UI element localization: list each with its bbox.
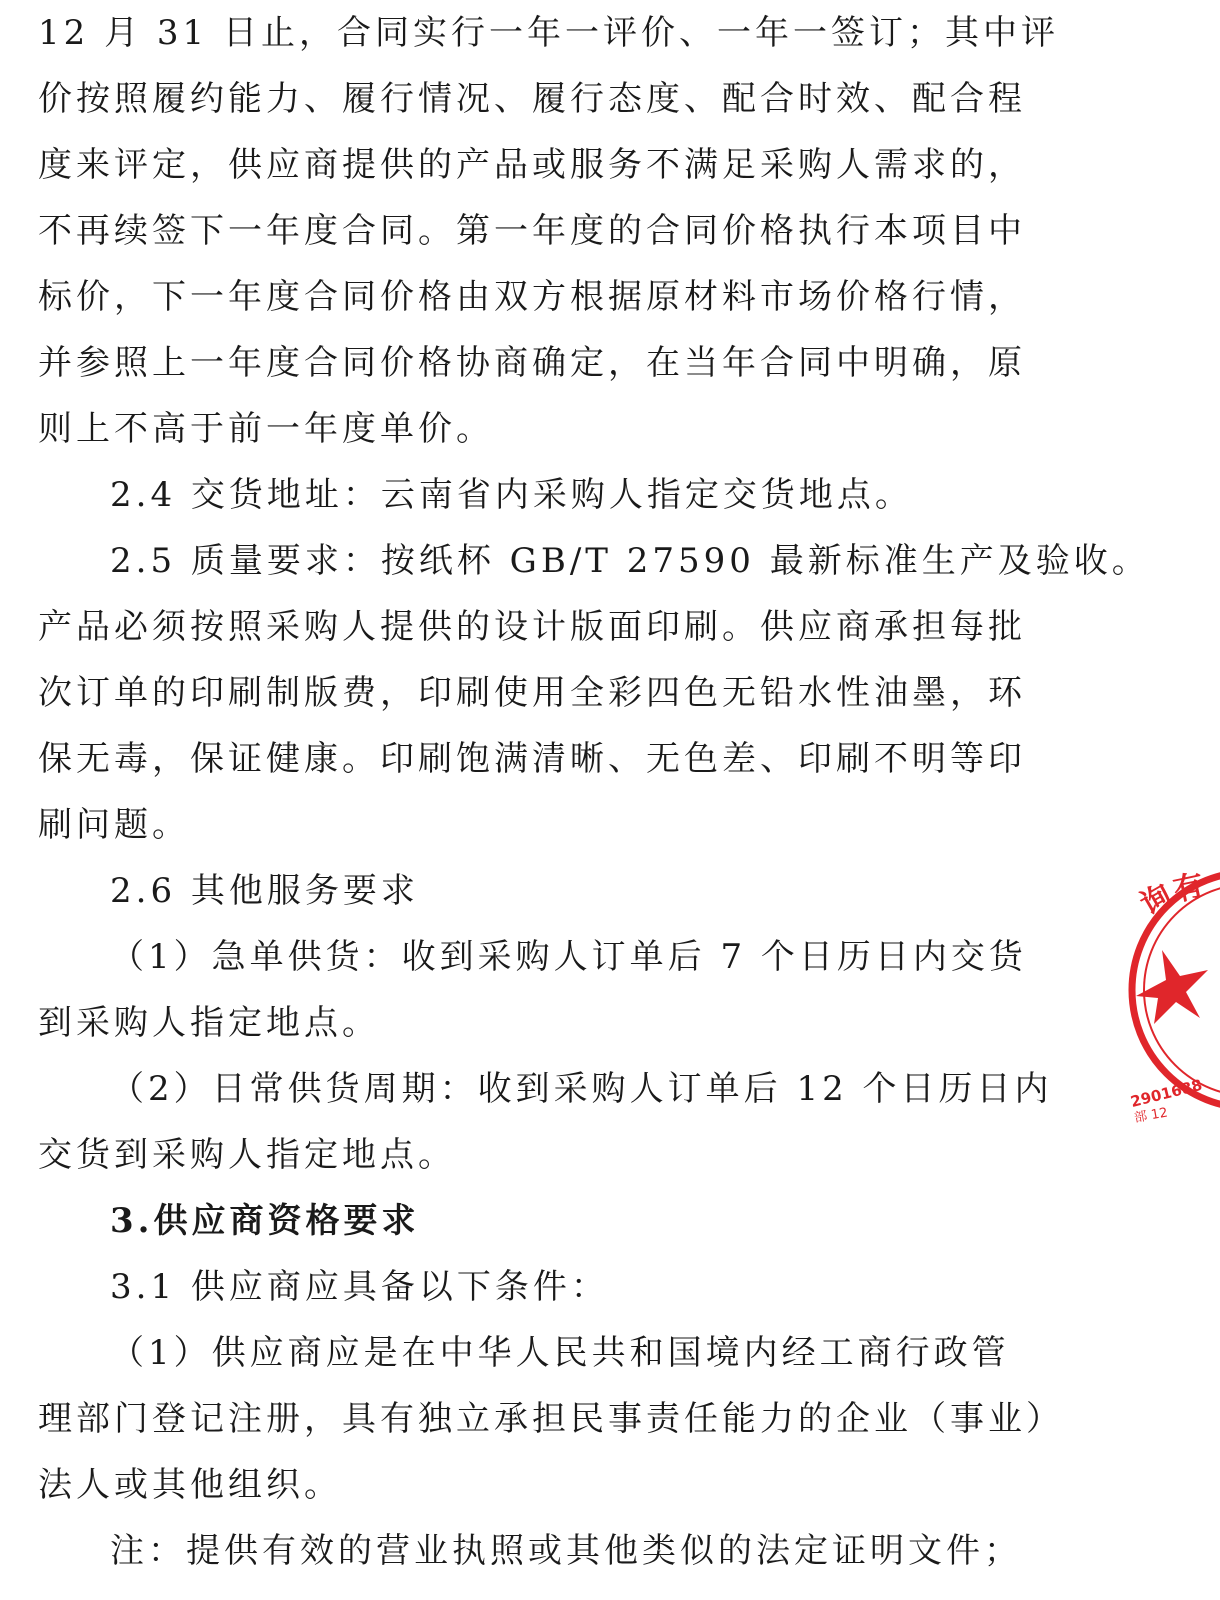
section-2-6: 2.6 其他服务要求 [110, 871, 419, 911]
svg-text:有: 有 [1170, 868, 1207, 909]
section-3-heading: 3.供应商资格要求 [110, 1201, 420, 1241]
paragraph-line: 12 月 31 日止，合同实行一年一评价、一年一签订；其中评 [38, 13, 1059, 53]
paragraph-line: 价按照履约能力、履行情况、履行态度、配合时效、配合程 [38, 79, 1026, 119]
paragraph-line: 并参照上一年度合同价格协商确定，在当年合同中明确，原 [38, 343, 1026, 383]
item-daily-supply: （2）日常供货周期：收到采购人订单后 12 个日历日内 [110, 1069, 1053, 1109]
paragraph-line: 不再续签下一年度合同。第一年度的合同价格执行本项目中 [38, 211, 1026, 251]
red-seal-stamp [1128, 858, 1220, 1128]
section-2-5: 2.5 质量要求：按纸杯 GB/T 27590 最新标准生产及验收。 [110, 541, 1150, 581]
paragraph-line: 度来评定，供应商提供的产品或服务不满足采购人需求的， [38, 145, 1026, 185]
paragraph-line: 刷问题。 [38, 805, 190, 845]
svg-text:2901688: 2901688 [1128, 1075, 1204, 1111]
paragraph-line: 标价，下一年度合同价格由双方根据原材料市场价格行情， [38, 277, 1026, 317]
paragraph-line: 产品必须按照采购人提供的设计版面印刷。供应商承担每批 [38, 607, 1026, 647]
section-2-4: 2.4 交货地址：云南省内采购人指定交货地点。 [110, 475, 913, 515]
paragraph-line: 交货到采购人指定地点。 [38, 1135, 456, 1175]
paragraph-line: 法人或其他组织。 [38, 1465, 342, 1505]
svg-text:询: 询 [1134, 877, 1178, 923]
paragraph-line: 则上不高于前一年度单价。 [38, 409, 494, 449]
item-urgent-supply: （1）急单供货：收到采购人订单后 7 个日历日内交货 [110, 937, 1027, 977]
paragraph-line: 理部门登记注册，具有独立承担民事责任能力的企业（事业） [38, 1399, 1064, 1439]
svg-text:部 12: 部 12 [1133, 1105, 1169, 1127]
paragraph-line: 保无毒，保证健康。印刷饱满清晰、无色差、印刷不明等印 [38, 739, 1026, 779]
section-3-1: 3.1 供应商应具备以下条件： [110, 1267, 609, 1307]
document-body [38, 0, 1150, 1584]
item-registration: （1）供应商应是在中华人民共和国境内经工商行政管 [110, 1333, 1010, 1373]
paragraph-line: 次订单的印刷制版费，印刷使用全彩四色无铅水性油墨，环 [38, 673, 1026, 713]
note-line: 注：提供有效的营业执照或其他类似的法定证明文件； [110, 1531, 1022, 1571]
paragraph-line: 到采购人指定地点。 [38, 1003, 380, 1043]
